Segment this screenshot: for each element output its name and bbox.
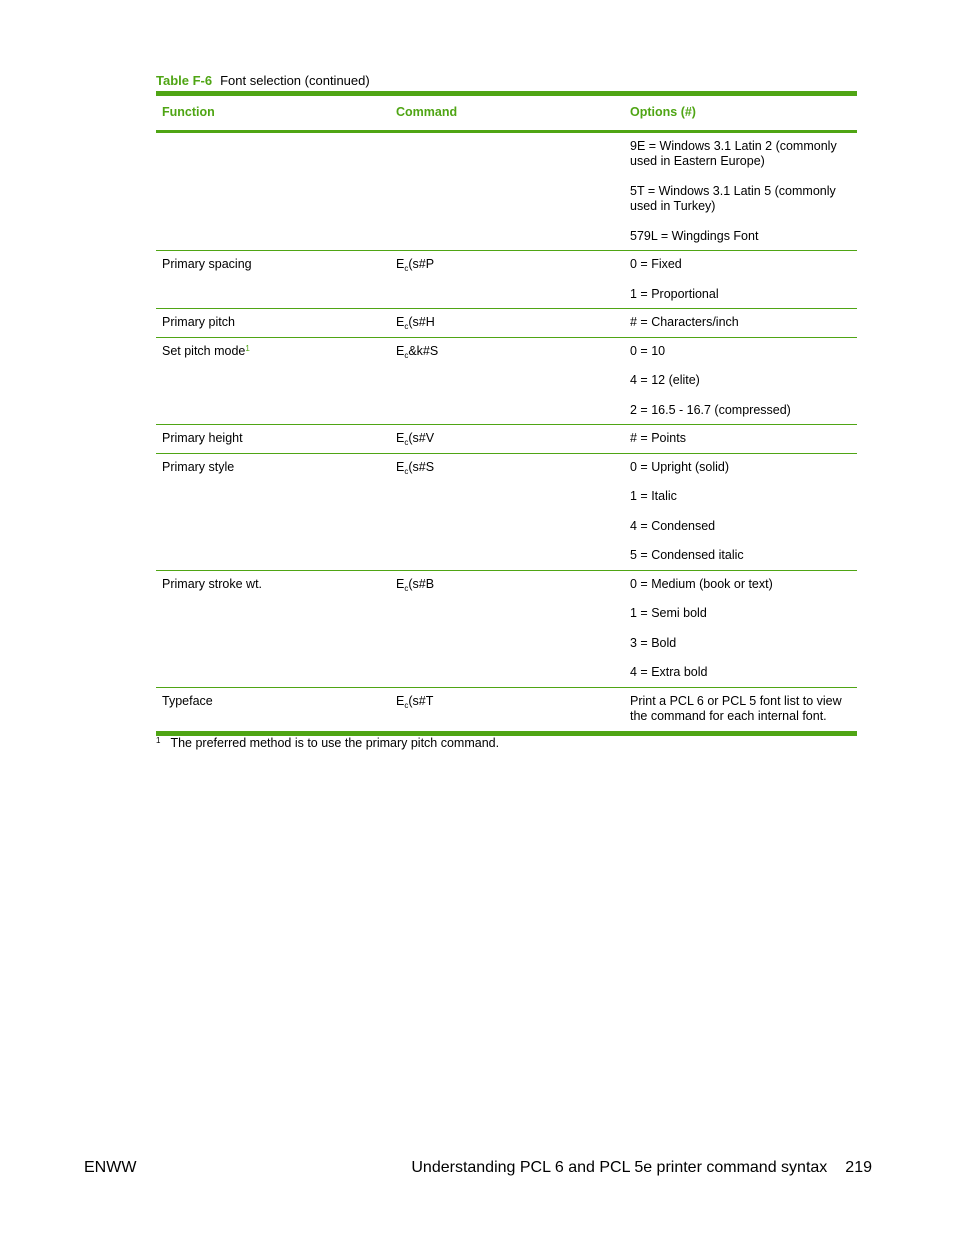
option-text: 1 = Italic: [630, 489, 677, 503]
command-text: (s#T: [408, 693, 434, 708]
table-row: [156, 687, 857, 733]
options-cell: [624, 453, 857, 570]
options-cell: [624, 687, 857, 733]
function-text: Set pitch mode: [162, 343, 246, 358]
command-text: (s#V: [408, 431, 435, 445]
options-cell: [624, 570, 857, 687]
header-options: Options (#): [624, 94, 857, 132]
table-row: [156, 131, 857, 251]
footer-left-label: ENWW: [84, 1159, 137, 1176]
options-cell: [624, 251, 857, 309]
function-cell: [156, 337, 390, 425]
options-cell: [624, 131, 857, 251]
function-cell: Primary stroke wt.: [156, 570, 390, 687]
command-cell: [390, 131, 624, 251]
command-cell: [390, 425, 624, 454]
command-cell: [390, 251, 624, 309]
footnote-text: The preferred method is to use the primary pitch command.: [170, 736, 500, 750]
header-function: Function: [156, 94, 390, 132]
escape-char: E: [396, 431, 405, 445]
option-text: 0 = Fixed: [630, 257, 682, 271]
options-cell: [624, 309, 857, 338]
function-cell: Typeface: [156, 687, 390, 733]
command-cell: [390, 337, 624, 425]
font-selection-table: [156, 91, 857, 736]
footnote-number: 1: [156, 736, 161, 745]
option-text: # = Characters/inch: [630, 315, 739, 329]
command-cell: [390, 570, 624, 687]
command-text: (s#H: [408, 315, 435, 329]
command-text: (s#P: [408, 257, 435, 271]
command-text: (s#B: [408, 576, 435, 591]
table-row: [156, 453, 857, 570]
escape-subscript: c: [404, 466, 409, 476]
option-text: 5 = Condensed italic: [630, 548, 744, 562]
escape-subscript: c: [404, 322, 409, 331]
option-text: Print a PCL 6 or PCL 5 font list to view the command for each internal font.: [630, 693, 842, 723]
option-text: 5T = Windows 3.1 Latin 5 (commonly used in Turkey): [630, 183, 836, 213]
option-text: 0 = Upright (solid): [630, 459, 729, 474]
escape-char: E: [396, 257, 405, 271]
option-text: 1 = Proportional: [630, 286, 719, 301]
escape-char: E: [396, 315, 405, 329]
option-text: 0 = 10: [630, 343, 666, 358]
table-caption: [156, 73, 370, 88]
option-text: 0 = Medium (book or text): [630, 576, 773, 591]
command-text: (s#S: [408, 459, 435, 474]
function-cell: [156, 131, 390, 251]
table-row: [156, 425, 857, 454]
function-cell: Primary height: [156, 425, 390, 454]
option-text: 3 = Bold: [630, 635, 677, 650]
table-row: [156, 337, 857, 425]
page-number: 219: [845, 1159, 872, 1176]
option-text: 2 = 16.5 - 16.7 (compressed): [630, 402, 791, 417]
escape-char: E: [396, 576, 405, 591]
escape-subscript: c: [404, 583, 409, 593]
option-text: 4 = Condensed: [630, 518, 716, 533]
option-text: 4 = 12 (elite): [630, 373, 700, 387]
option-text: 1 = Semi bold: [630, 606, 707, 620]
option-text: 9E = Windows 3.1 Latin 2 (commonly used in Eastern Europe): [630, 138, 837, 168]
command-cell: [390, 687, 624, 733]
table-row: [156, 309, 857, 338]
escape-char: E: [396, 343, 405, 358]
options-cell: [624, 425, 857, 454]
option-text: 4 = Extra bold: [630, 665, 708, 679]
table-caption-title: Font selection (continued): [220, 73, 370, 88]
options-cell: [624, 337, 857, 425]
function-cell: Primary spacing: [156, 251, 390, 309]
option-text: 579L = Wingdings Font: [630, 228, 759, 243]
table-footnote: [156, 736, 499, 750]
footer-chapter-title: Understanding PCL 6 and PCL 5e printer command syntax: [411, 1159, 828, 1176]
function-cell: Primary pitch: [156, 309, 390, 338]
escape-char: E: [396, 693, 405, 708]
header-command: Command: [390, 94, 624, 132]
table-header-row: [156, 94, 857, 132]
option-text: # = Points: [630, 431, 686, 445]
table-caption-label: Table F-6: [156, 73, 213, 88]
function-cell: Primary style: [156, 453, 390, 570]
escape-char: E: [396, 459, 405, 474]
escape-subscript: c: [404, 438, 409, 447]
command-text: &k#S: [408, 343, 439, 358]
footer-right: [411, 1159, 872, 1177]
footnote-ref[interactable]: 1: [245, 343, 250, 353]
command-cell: [390, 309, 624, 338]
command-cell: [390, 453, 624, 570]
escape-subscript: c: [404, 700, 409, 710]
table-row: [156, 570, 857, 687]
table-row: [156, 251, 857, 309]
escape-subscript: c: [404, 264, 409, 273]
escape-subscript: c: [404, 350, 409, 360]
